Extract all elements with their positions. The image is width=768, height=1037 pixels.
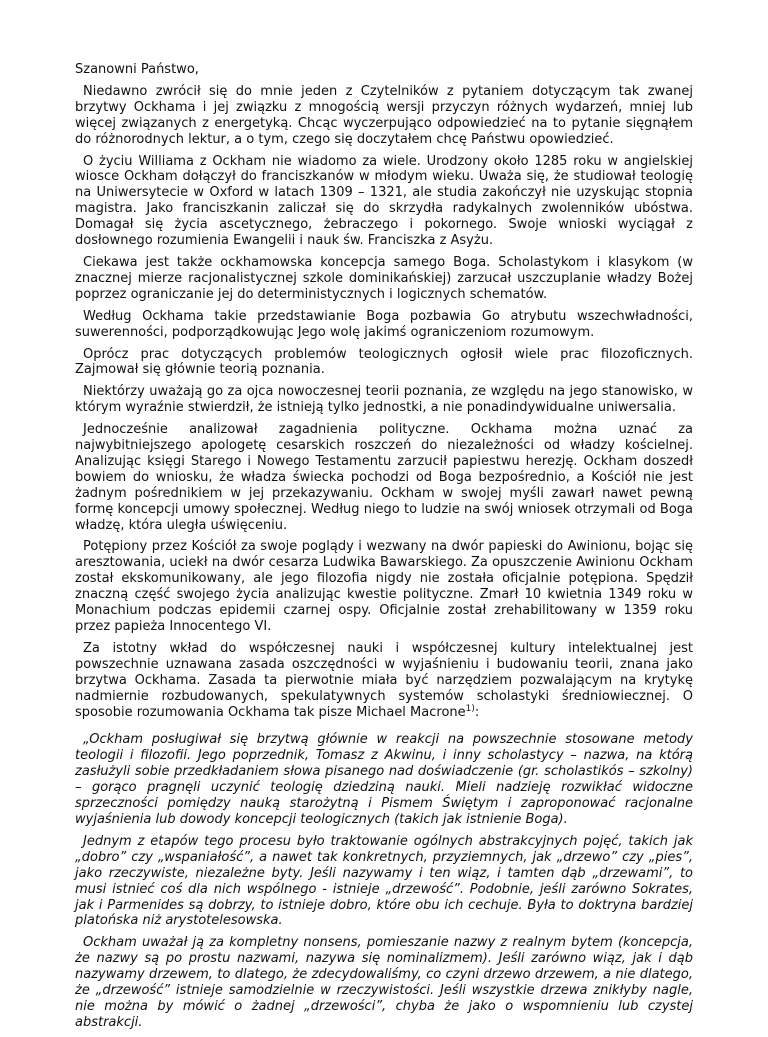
paragraph-razor-principle xyxy=(75,641,693,721)
quote-paragraph-scholastics: „Ockham posługiwał się brzytwą głównie w reakcji na powszechnie stosowane metody teologii i filozofii. Jego poprzednik, Tomasz z Akwinu, i inny scholastycy – nazwa, na którą zasłużyli sobie przedkładaniem słowa pisanego nad doświadczenie (gr. scholastikós – szkolny) – gorąco pragnęli uczynić teologię dziedziną nauki. Mieli nadzieję rozwikłać widoczne sprzeczności pomiędzy nauką starożytną i Pismem Świętym i zaproponować racjonalne wyjaśnienia lub dowody koncepcji teologicznych (takich jak istnienie Boga). xyxy=(75,732,693,827)
razor-principle-text: Za istotny wkład do współczesnej nauki i współczesnej kultury intelektualnej jest powszechnie uznawana zasada oszczędności w wyjaśnieniu i budowaniu teorii, znana jako brzytwa Ockhama. Zasada ta pierwotnie miała być narzędziem pozwalającym na krytykę nadmiernie rozbudowanych, spekulatywnych systemów scholastyki średniowiecznej. O sposobie rozumowania Ockhama tak pisze Michael Macrone xyxy=(75,640,693,720)
paragraph-philosophy: Oprócz prac dotyczących problemów teologicznych ogłosił wiele prac filozoficznych. Zajmował się głównie teorią poznania. xyxy=(75,346,693,378)
quote-paragraph-universals: Jednym z etapów tego procesu było traktowanie ogólnych abstrakcyjnych pojęć, takich jak „dobro” czy „wspaniałość”, a nawet tak konkretnych, przyziemnych, jak „drzewo” czy „pies”, jako rzeczywiste, niezależne byty. Jeśli nazywamy i ten wiąz, i tamten dąb „drzewami”, to musi istnieć coś dla nich wspólnego - istnieje „drzewość”. Podobnie, jeśli zarówno Sokrates, jak i Parmenides są dobrzy, to istnieje dobro, które obu ich cechuje. Była to doktryna bardziej platońska niż arystotelesowska. xyxy=(75,833,693,929)
paragraph-intro: Niedawno zwrócił się do mnie jeden z Czytelników z pytaniem dotyczącym tak zwanej brzytwy Ockhama i jej związku z mnogością wersji przyczyn różnych wydarzeń, mniej lub więcej związanych z energetyką. Chcąc wyczerpująco odpowiedzieć na to pytanie sięgnąłem do różnorodnych lektur, a o tym, czego się doczytałem chcę Państwu opowiedzieć. xyxy=(75,83,693,147)
paragraph-concept-of-god: Ciekawa jest także ockhamowska koncepcja samego Boga. Scholastykom i klasykom (w znacznej mierze racjonalistycznej szkole dominikańskiej) zarzucał uszczuplanie władzy Bożej poprzez ograniczanie jej do deterministycznych i logicznych schematów. xyxy=(75,254,693,302)
footnote-mark: 1) xyxy=(465,703,475,714)
paragraph-excommunication: Potępiony przez Kościół za swoje poglądy i wezwany na dwór papieski do Awinionu, bojąc się aresztowania, uciekł na dwór cesarza Ludwika Bawarskiego. Za opuszczenie Awinionu Ockham został ekskomunikowany, ale jego filozofia nigdy nie została oficjalnie potępiona. Spędził znaczną część swojego życia analizując kwestie polityczne. Zmarł 10 kwietnia 1349 roku w Monachium podczas epidemii czarnej ospy. Oficjalnie został zrehabilitowany w 1359 roku przez papieża Innocentego VI. xyxy=(75,539,693,634)
paragraph-theory-of-knowledge: Niektórzy uważają go za ojca nowoczesnej teorii poznania, ze względu na jego stanowisko, w którym wyraźnie stwierdził, że istnieją tylko jednostki, a nie ponadindywidualne uniwersalia. xyxy=(75,384,693,416)
salutation: Szanowni Państwo, xyxy=(75,62,199,77)
paragraph-omnipotence: Według Ockhama takie przedstawianie Boga pozbawia Go atrybutu wszechwładności, suwerenności, podporządkowując Jego wolę jakimś ograniczeniom rozumowym. xyxy=(75,308,693,340)
razor-principle-colon: : xyxy=(474,704,480,720)
paragraph-politics: Jednocześnie analizował zagadnienia polityczne. Ockhama można uznać za najwybitniejszego apologetę cesarskich roszczeń do niezależności od władzy kościelnej. Analizując księgi Starego i Nowego Testamentu zarzucił papiestwu herezję. Ockham doszedł bowiem do wniosku, że władza świecka pochodzi od Boga bezpośrednio, a Kościół nie jest żadnym pośrednikiem w jej przekazywaniu. Ockham w swojej myśli zawarł nawet pewną formę koncepcji umowy społecznej. Według niego to ludzie na swój wniosek otrzymali od Boga władzę, która uległa uświęceniu. xyxy=(75,422,693,533)
paragraph-biography: O życiu Williama z Ockham nie wiadomo za wiele. Urodzony około 1285 roku w angielskiej wiosce Ockham dołączył do franciszkanów w młodym wieku. Uważa się, że studiował teologię na Uniwersytecie w Oxford w latach 1309 – 1321, ale studia zakończył nie uzyskując stopnia magistra. Jako franciszkanin zaliczał się do skrzydła radykalnych zwolenników ubóstwa. Domagał się życia ascetycznego, żebraczego i pokornego. Swoje wnioski wyciągał z dosłownego rozumienia Ewangelii i nauk św. Franciszka z Asyżu. xyxy=(75,153,693,249)
quote-paragraph-nominalism: Ockham uważał ją za kompletny nonsens, pomieszanie nazwy z realnym bytem (koncepcja, że nazwy są po prostu nazwami, nazywa się nominalizmem). Jeśli zarówno wiąz, jak i dąb nazywamy drzewem, to dlatego, że zdecydowaliśmy, co czyni drzewo drzewem, a nie dlatego, że „drzewość” istnieje samodzielnie w rzeczywistości. Jeśli wszystkie drzewa znikłyby nagle, nie można by mówić o żadnej „drzewości”, chyba że jako o wspomnieniu lub czystej abstrakcji. xyxy=(75,935,693,1030)
letter-page xyxy=(75,62,693,1037)
